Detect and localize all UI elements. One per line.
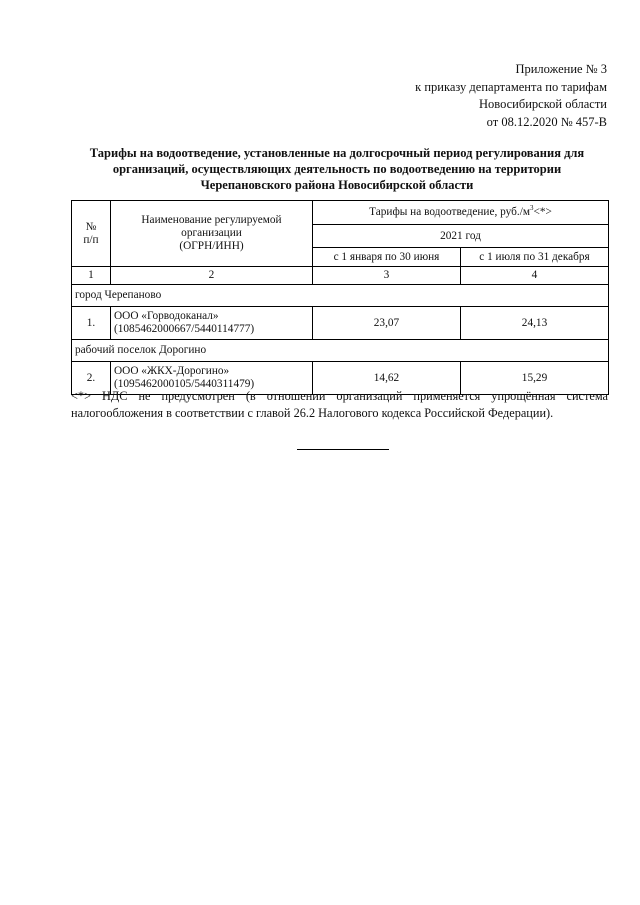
header-year: 2021 год <box>313 225 609 248</box>
appendix-order-ref: к приказу департамента по тарифам <box>415 79 607 94</box>
title-line-1: Тарифы на водоотведение, установленные на долгосрочный период регулирования для <box>89 146 585 160</box>
tariff-h1: 23,07 <box>313 307 461 340</box>
column-number: 4 <box>461 267 609 285</box>
title-line-2: организаций, осуществляющих деятельность по водоотведению на территории <box>112 162 562 176</box>
appendix-order-date: от 08.12.2020 № 457-В <box>486 114 607 129</box>
section-row <box>72 340 609 362</box>
tariff-h2: 15,29 <box>461 362 609 395</box>
tariff-h1: 14,62 <box>313 362 461 395</box>
table-row <box>72 307 609 340</box>
row-number: 2. <box>72 362 111 395</box>
title-line-3: Черепановского района Новосибирской области <box>200 178 474 192</box>
organization-name: ООО «Горводоканал» <box>114 310 219 322</box>
header-period-1: с 1 января по 30 июня <box>313 248 461 267</box>
row-number: 1. <box>72 307 111 340</box>
footnote-line-2: налогообложения в соответствии с главой 26.2 Налогового кодекса Российской Федерации). <box>71 406 554 420</box>
column-number: 3 <box>313 267 461 285</box>
column-number-row <box>72 267 609 285</box>
footnote-line-1: <*> НДС не предусмотрен (в отношении организаций применяется упрощённая система <box>71 389 608 403</box>
appendix-reference <box>415 61 607 131</box>
header-organization: Наименование регулируемой организации (ОГРН/ИНН) <box>111 201 313 267</box>
appendix-number: Приложение № 3 <box>515 62 607 76</box>
appendix-region: Новосибирской области <box>478 97 607 111</box>
column-number: 1 <box>72 267 111 285</box>
column-number: 2 <box>111 267 313 285</box>
document-title <box>66 145 608 193</box>
organization-ids: (1085462000667/5440114777) <box>114 323 255 335</box>
tariff-h2: 24,13 <box>461 307 609 340</box>
organization-name: ООО «ЖКХ-Дорогино» <box>114 365 230 377</box>
organization-cell <box>111 307 313 340</box>
header-period-2: с 1 июля по 31 декабря <box>461 248 609 267</box>
header-num: № п/п <box>72 201 111 267</box>
footnote <box>71 388 608 422</box>
header-row-1 <box>72 201 609 225</box>
end-divider <box>297 449 389 450</box>
section-row <box>72 285 609 307</box>
organization-ids: (1095462000105/5440311479) <box>114 378 255 390</box>
section-name: город Черепаново <box>72 285 609 307</box>
section-name: рабочий поселок Дорогино <box>72 340 609 362</box>
tariff-table <box>71 200 609 395</box>
header-tariff: Тарифы на водоотведение, $руб./м^3<*>$ <box>313 201 609 225</box>
